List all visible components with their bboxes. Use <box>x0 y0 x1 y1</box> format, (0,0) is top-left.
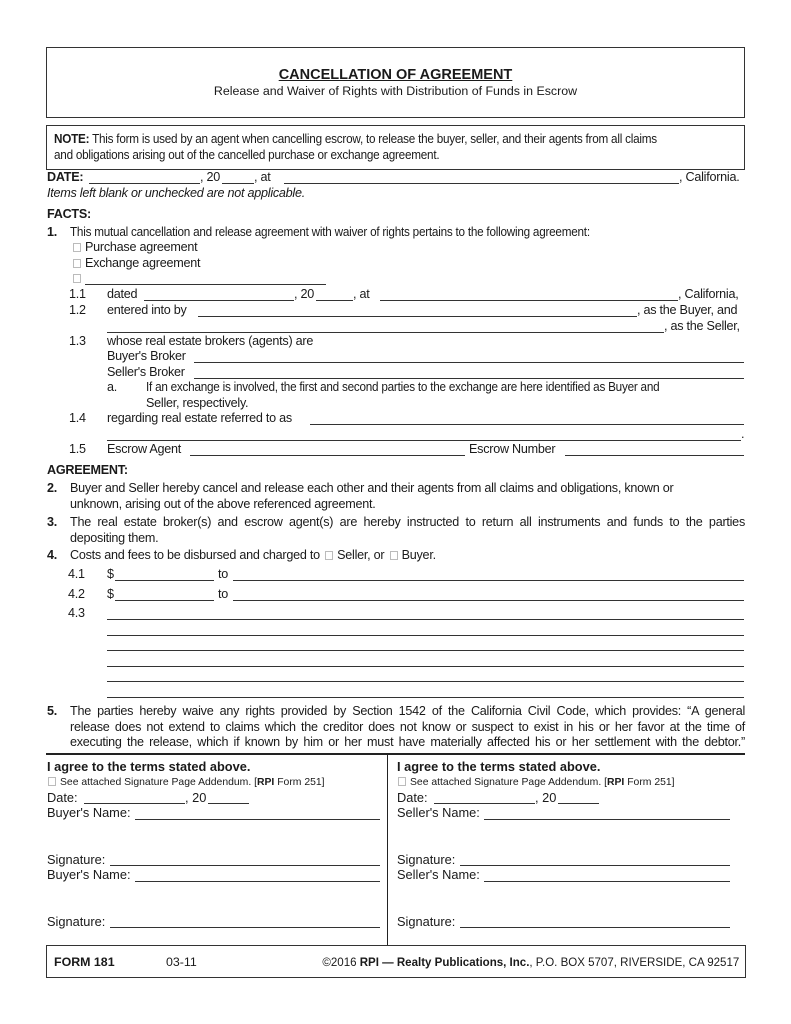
date-field[interactable] <box>89 183 200 184</box>
seller-signature-2-field[interactable] <box>460 927 730 928</box>
item2-number: 2. <box>47 481 58 495</box>
exchange-checkbox[interactable] <box>73 259 81 268</box>
note-line-2: and obligations arising out of the cancelled purchase or exchange agreement. <box>54 148 440 162</box>
form-subtitle: Release and Waiver of Rights with Distribution of Funds in Escrow <box>213 84 578 98</box>
buyer-signature-2-label: Signature: <box>47 914 106 929</box>
date-suffix: , California. <box>679 170 740 184</box>
s4-3-field-5[interactable] <box>107 681 744 682</box>
item5-line-1: The parties hereby waive any rights provided by Section 1542 of the California Civil Code, which provides: “A general <box>70 704 745 718</box>
sellers-broker-label: Seller's Broker <box>107 365 185 379</box>
s4-3-number: 4.3 <box>68 606 85 620</box>
signature-divider <box>387 754 388 945</box>
seller-party-field[interactable] <box>107 332 664 333</box>
instructions: Items left blank or unchecked are not applicable. <box>47 186 305 200</box>
buyer-date-field[interactable] <box>84 803 185 804</box>
s4-3-field-2[interactable] <box>107 635 744 636</box>
option-purchase[interactable]: Purchase agreement <box>73 240 197 256</box>
buyer-signature-1-field[interactable] <box>110 865 380 866</box>
s4-2-payee-field[interactable] <box>233 600 744 601</box>
property-field-2[interactable] <box>107 440 741 441</box>
buyers-broker-field[interactable] <box>194 362 744 363</box>
buyer-charge-checkbox[interactable] <box>390 551 398 560</box>
seller-signature-2-label: Signature: <box>397 914 456 929</box>
s1-3a-text-1: If an exchange is involved, the first and second parties to the exchange are here identified as Buyer and <box>146 380 660 394</box>
s1-4-number: 1.4 <box>69 411 86 425</box>
seller-date-field[interactable] <box>434 803 535 804</box>
s1-1-year: , 20 <box>294 287 315 301</box>
seller-date-label: Date: <box>397 790 428 805</box>
s4-1-dollar: $ <box>107 567 114 581</box>
s4-2-to: to <box>218 587 229 601</box>
s1-1-dated: dated <box>107 287 138 301</box>
item5-line-2: release does not extend to claims which the creditor does not know or suspect to exist in his or her favor at the time of <box>70 720 745 734</box>
seller-signature-1-label: Signature: <box>397 852 456 867</box>
item1-text: This mutual cancellation and release agreement with waiver of rights pertains to the following agreement: <box>70 225 590 239</box>
buyer-signature-1-label: Signature: <box>47 852 106 867</box>
date-place-field[interactable] <box>284 183 679 184</box>
item4-number: 4. <box>47 548 58 562</box>
escrow-agent-field[interactable] <box>190 455 465 456</box>
s1-2-number: 1.2 <box>69 303 86 317</box>
header-box <box>46 47 745 118</box>
sellers-broker-field[interactable] <box>194 378 744 379</box>
buyer-name-1-label: Buyer's Name: <box>47 805 131 820</box>
buyer-name-2-label: Buyer's Name: <box>47 867 131 882</box>
note-box <box>46 125 745 170</box>
buyer-signature-2-field[interactable] <box>110 927 380 928</box>
seller-addendum-checkbox[interactable] <box>398 777 406 786</box>
buyer-date-label: Date: <box>47 790 78 805</box>
s4-1-number: 4.1 <box>68 567 85 581</box>
buyer-addendum-checkbox[interactable] <box>48 777 56 786</box>
escrow-number-field[interactable] <box>565 455 744 456</box>
s1-4-label: regarding real estate referred to as <box>107 411 292 425</box>
agreement-heading: AGREEMENT: <box>47 463 128 477</box>
buyer-year-field[interactable] <box>208 803 249 804</box>
s1-1-date-field[interactable] <box>144 300 294 301</box>
buyer-name-1-field[interactable] <box>135 819 380 820</box>
buyer-agree-heading: I agree to the terms stated above. <box>47 759 251 774</box>
note-label: NOTE: <box>54 132 90 146</box>
other-checkbox[interactable] <box>73 274 81 283</box>
s4-1-amount-field[interactable] <box>115 580 214 581</box>
buyer-year-prefix: , 20 <box>185 790 207 805</box>
s1-5-number: 1.5 <box>69 442 86 456</box>
seller-name-1-label: Seller's Name: <box>397 805 480 820</box>
seller-name-2-label: Seller's Name: <box>397 867 480 882</box>
option-exchange[interactable]: Exchange agreement <box>73 256 200 272</box>
date-at: , at <box>254 170 271 184</box>
copyright-line: ©2016 RPI — Realty Publications, Inc., P.O. BOX 5707, RIVERSIDE, CA 92517 <box>322 955 739 969</box>
s1-1-at: , at <box>353 287 370 301</box>
buyer-addendum[interactable]: See attached Signature Page Addendum. [RPI Form 251] <box>48 776 325 789</box>
note-line-1: NOTE: This form is used by an agent when cancelling escrow, to release the buyer, seller, and their agents from all claims <box>54 132 657 146</box>
item2-line-1: Buyer and Seller hereby cancel and release each other and their agents from all claims and obligations, known or <box>70 481 674 495</box>
item5-number: 5. <box>47 704 58 718</box>
item3-line-2: depositing them. <box>70 531 159 545</box>
s1-3-number: 1.3 <box>69 334 86 348</box>
buyer-name-2-field[interactable] <box>135 881 380 882</box>
s4-1-to: to <box>218 567 229 581</box>
item2-line-2: unknown, arising out of the above referenced agreement. <box>70 497 376 511</box>
item1-number: 1. <box>47 225 58 239</box>
date-label: DATE: <box>47 170 84 184</box>
s4-2-number: 4.2 <box>68 587 85 601</box>
property-field-1[interactable] <box>310 424 744 425</box>
s1-1-year-field[interactable] <box>316 300 353 301</box>
seller-charge-checkbox[interactable] <box>325 551 333 560</box>
purchase-checkbox[interactable] <box>73 243 81 252</box>
seller-name-2-field[interactable] <box>484 881 730 882</box>
s1-1-place-field[interactable] <box>380 300 678 301</box>
date-year-prefix: , 20 <box>200 170 221 184</box>
s4-3-field-1[interactable] <box>107 619 744 620</box>
s1-2-label: entered into by <box>107 303 187 317</box>
form-revision: 03-11 <box>166 955 197 969</box>
s4-2-dollar: $ <box>107 587 114 601</box>
form-title: CANCELLATION OF AGREEMENT <box>278 67 513 83</box>
facts-heading: FACTS: <box>47 207 91 221</box>
s1-1-suffix: , California, <box>678 287 739 301</box>
s1-3-label: whose real estate brokers (agents) are <box>107 334 314 348</box>
buyer-party-field[interactable] <box>198 316 637 317</box>
s1-3a-text-2: Seller, respectively. <box>146 396 249 410</box>
s1-2-seller-suffix: , as the Seller, <box>664 319 740 333</box>
s4-2-amount-field[interactable] <box>115 600 214 601</box>
item4-text: Costs and fees to be disbursed and charged to Seller, or Buyer. <box>70 548 436 562</box>
seller-name-1-field[interactable] <box>484 819 730 820</box>
option-other[interactable] <box>73 271 85 287</box>
form-number: FORM 181 <box>54 955 115 969</box>
date-year-field[interactable] <box>222 183 254 184</box>
s4-3-field-4[interactable] <box>107 666 744 667</box>
s4-1-payee-field[interactable] <box>233 580 744 581</box>
footer-box <box>46 945 746 978</box>
buyers-broker-label: Buyer's Broker <box>107 349 186 363</box>
s1-1-number: 1.1 <box>69 287 86 301</box>
signature-top-rule <box>46 753 745 755</box>
item3-line-1: The real estate broker(s) and escrow agent(s) are hereby instructed to return all instruments and funds to the parties <box>70 515 745 529</box>
seller-year-prefix: , 20 <box>535 790 557 805</box>
s1-3a-number: a. <box>107 380 118 394</box>
seller-year-field[interactable] <box>558 803 599 804</box>
item3-number: 3. <box>47 515 58 529</box>
seller-addendum[interactable]: See attached Signature Page Addendum. [RPI Form 251] <box>398 776 675 789</box>
s4-3-field-3[interactable] <box>107 650 744 651</box>
seller-agree-heading: I agree to the terms stated above. <box>397 759 601 774</box>
s4-3-field-6[interactable] <box>107 697 744 698</box>
escrow-number-label: Escrow Number <box>469 442 556 456</box>
other-agreement-field[interactable] <box>85 284 326 285</box>
publisher-name: RPI — Realty Publications, Inc. <box>359 955 530 969</box>
s1-4-end: . <box>741 427 745 441</box>
escrow-agent-label: Escrow Agent <box>107 442 182 456</box>
item5-line-3: executing the release, which if known by him or her must have materially affected his or her settlement with the debtor.” <box>70 735 745 749</box>
s1-2-buyer-suffix: , as the Buyer, and <box>637 303 738 317</box>
seller-signature-1-field[interactable] <box>460 865 730 866</box>
